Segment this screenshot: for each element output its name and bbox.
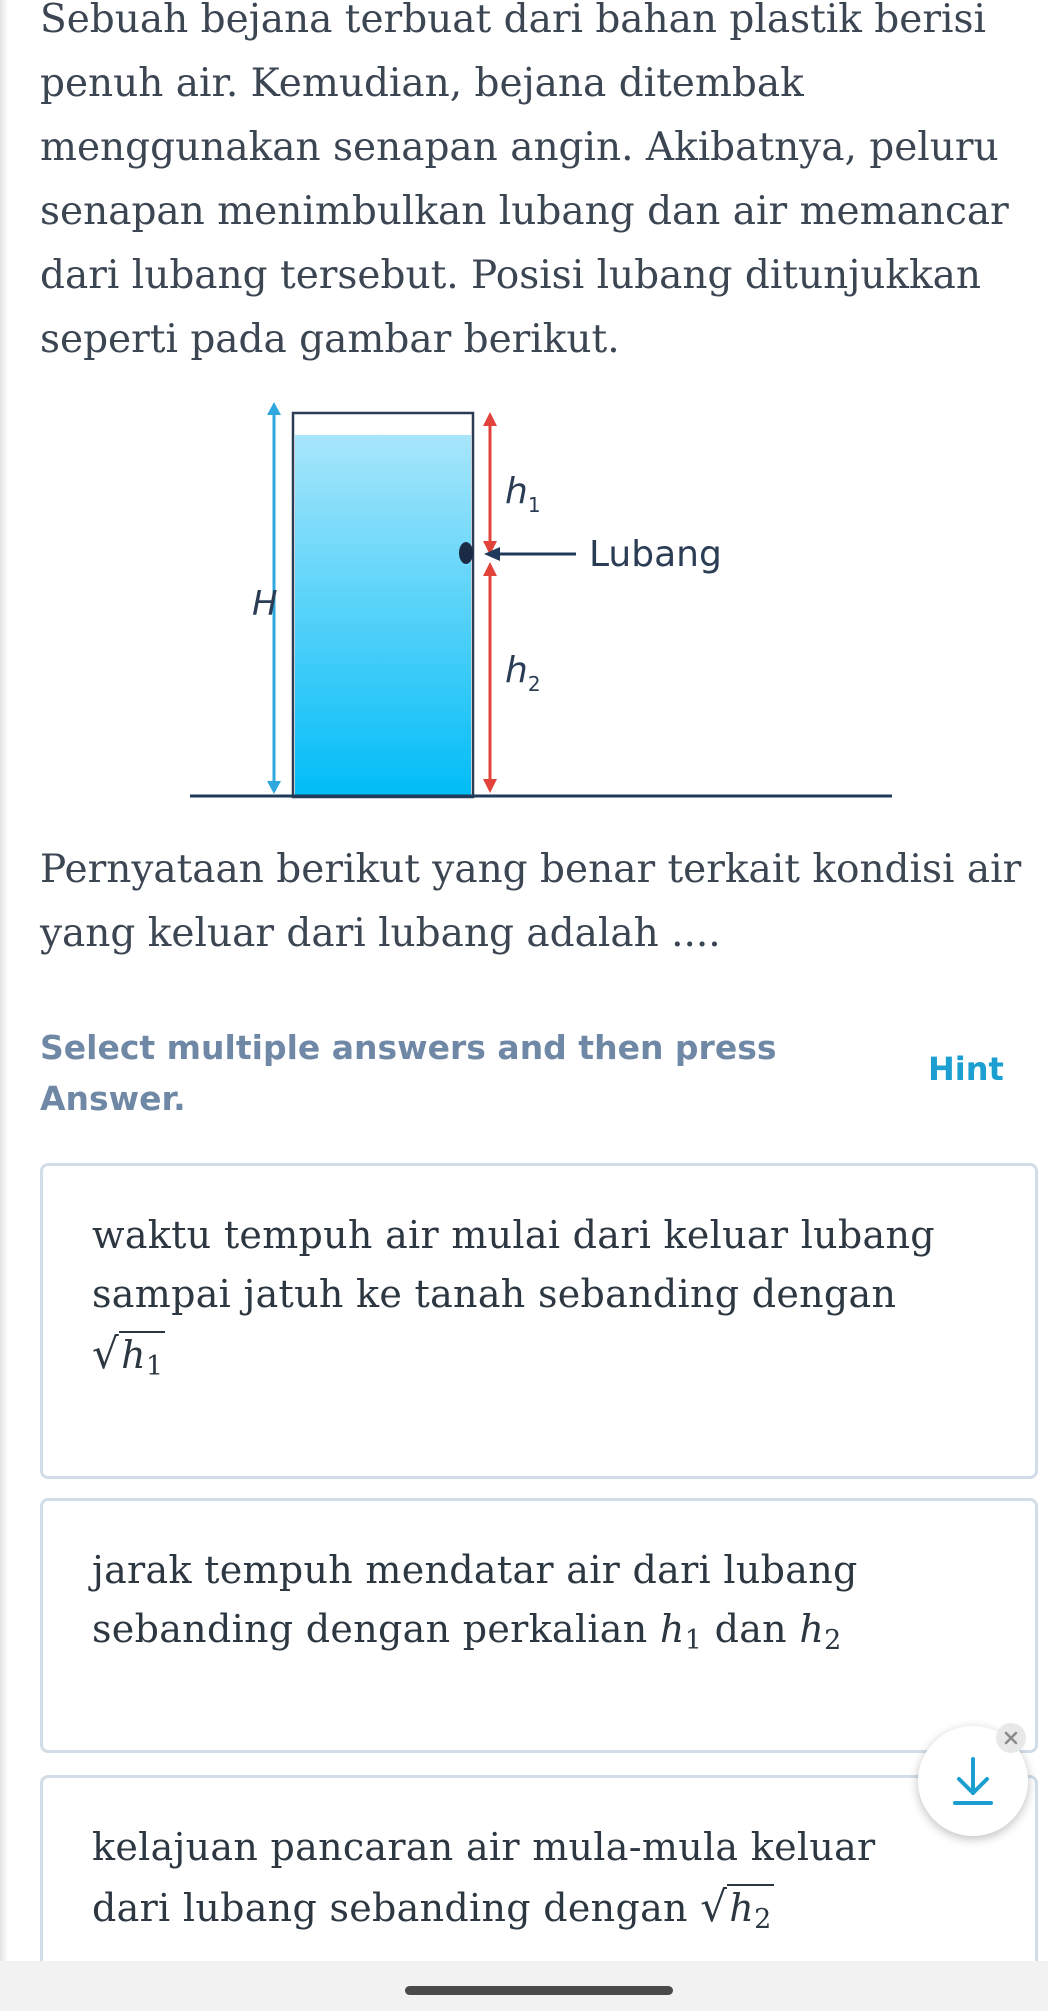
answer-option-2[interactable] <box>40 1498 1038 1753</box>
hole-pointer-arrow <box>484 547 576 561</box>
label-H: H <box>252 584 278 624</box>
option-math <box>92 1324 1012 1396</box>
option-line: sebanding dengan perkalian $h_1$ dan $h_2$ <box>92 1607 842 1656</box>
intro-line: senapan menimbulkan lubang dan air memancar <box>40 189 1009 234</box>
label-h2: $h_2$ <box>505 650 541 696</box>
option-line: jarak tempuh mendatar air dari lubang <box>92 1548 858 1592</box>
hole-icon <box>459 542 473 564</box>
instruction-text <box>40 1022 777 1124</box>
intro-line: menggunakan senapan angin. Akibatnya, peluru <box>40 125 999 170</box>
system-navigation-area <box>0 1961 1048 2011</box>
option-line: kelajuan pancaran air mula-mula keluar <box>92 1825 876 1869</box>
water-fill <box>295 435 471 796</box>
intro-line: Sebuah bejana terbuat dari bahan plastik berisi <box>40 0 986 42</box>
question-intro <box>40 0 1009 372</box>
download-arrow-icon <box>949 1755 997 1807</box>
instruction-line: Answer. <box>40 1079 186 1118</box>
option-line: waktu tempuh air mulai dari keluar lubang <box>92 1213 935 1257</box>
option-line: sampai jatuh ke tanah sebanding dengan <box>92 1272 897 1316</box>
answer-option-3[interactable] <box>40 1775 1038 1961</box>
sqrt-h1: $√h_1$ <box>92 1329 164 1382</box>
answer-option-1[interactable] <box>40 1163 1038 1479</box>
question-prompt <box>40 838 1022 966</box>
intro-line: seperti pada gambar berikut. <box>40 317 620 362</box>
fab-close-button[interactable] <box>996 1723 1026 1753</box>
option-text <box>92 1818 1012 1949</box>
option-text <box>92 1541 1012 1670</box>
home-indicator[interactable] <box>405 1986 673 1995</box>
sqrt-h2: $√h_2$ <box>700 1882 772 1935</box>
label-h1: $h_1$ <box>505 471 541 517</box>
close-icon <box>1003 1730 1019 1746</box>
prompt-line: yang keluar dari lubang adalah .... <box>40 911 721 956</box>
intro-line: dari lubang tersebut. Posisi lubang ditunjukkan <box>40 253 982 298</box>
option-text <box>92 1206 1012 1396</box>
height-h2-arrow <box>483 562 497 793</box>
option-line: dari lubang sebanding dengan $√h_2$ <box>92 1877 1012 1949</box>
prompt-line: Pernyataan berikut yang benar terkait kondisi air <box>40 847 1022 892</box>
height-h1-arrow <box>483 412 497 555</box>
intro-line: penuh air. Kemudian, bejana ditembak <box>40 61 804 106</box>
label-lubang: Lubang <box>589 534 722 575</box>
hint-button[interactable]: Hint <box>928 1050 1004 1088</box>
instruction-line: Select multiple answers and then press <box>40 1028 777 1067</box>
vessel-figure <box>0 400 1048 810</box>
